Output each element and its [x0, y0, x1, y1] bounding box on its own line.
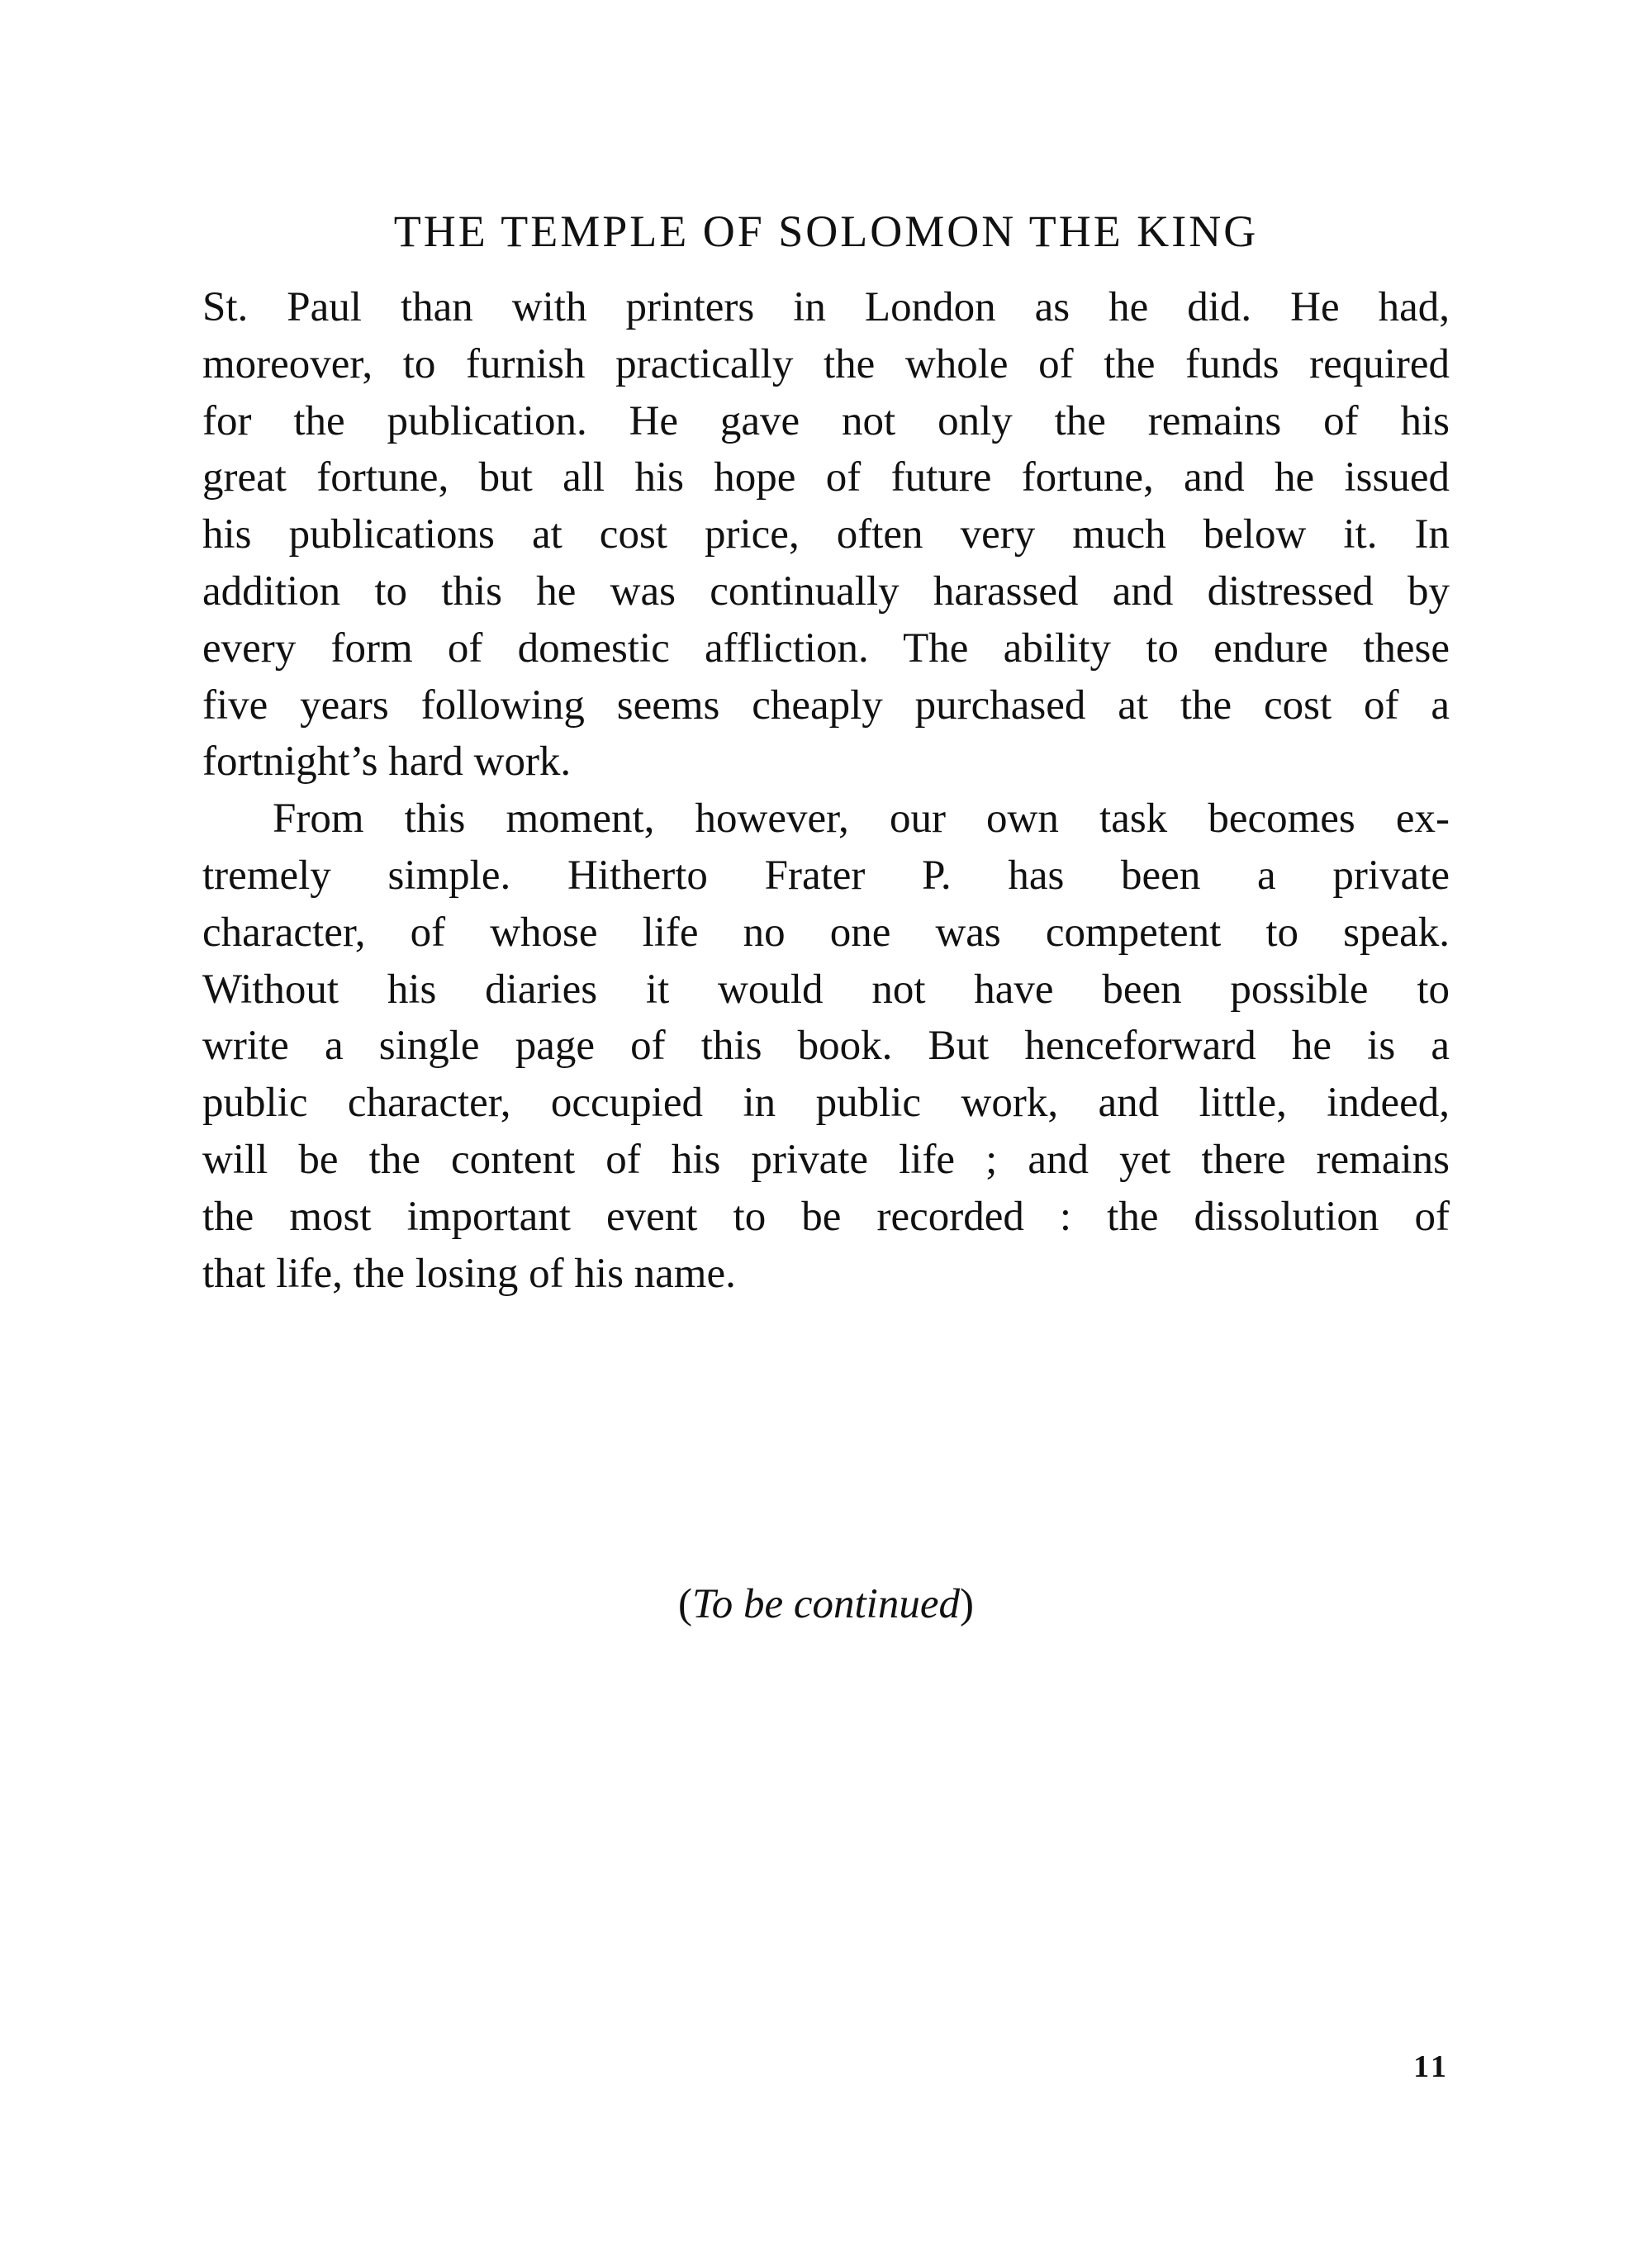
text-line: great fortune, but all his hope of future fortune, and he issued [202, 454, 1450, 501]
text-line: tremely simple. Hitherto Frater P. has been a private [202, 852, 1450, 899]
running-head: THE TEMPLE OF SOLOMON THE KING [393, 207, 1259, 256]
text-line: for the publication. He gave not only the remains of his [202, 397, 1450, 444]
text-line: every form of domestic affliction. The ability to endure these [202, 624, 1450, 672]
text-line: that life, the losing of his name. [202, 1250, 736, 1297]
text-line: Without his diaries it would not have been possible to [202, 966, 1450, 1013]
text-line: his publications at cost price, often very much below it. In [202, 511, 1450, 558]
page-number: 11 [1413, 2049, 1450, 2084]
text-line: public character, occupied in public work, and little, indeed, [202, 1080, 1450, 1127]
text-line: five years following seems cheaply purchased at the cost of a [202, 681, 1450, 729]
text-line: fortnight’s hard work. [202, 738, 572, 786]
text-line: write a single page of this book. But henceforward he is a [202, 1023, 1450, 1070]
to-be-continued-note [202, 1578, 1450, 1631]
open-paren: ( [678, 1581, 693, 1627]
paragraph-first-line: From this moment, however, our own task becomes ex- [273, 795, 1450, 843]
text-line: will be the content of his private life ; and yet there remains [202, 1136, 1450, 1183]
text-line: addition to this he was continually harassed and distressed by [202, 567, 1450, 615]
text-line: St. Paul than with printers in London as he did. He had, [202, 284, 1450, 330]
to-be-continued-text: To be continued [692, 1581, 960, 1627]
body-text [202, 279, 1450, 1302]
text-line: character, of whose life no one was competent to speak. [202, 909, 1450, 956]
text-line: the most important event to be recorded : the dissolution of [202, 1193, 1450, 1240]
close-paren: ) [959, 1581, 974, 1627]
text-line: moreover, to furnish practically the whole of the funds required [202, 340, 1450, 387]
